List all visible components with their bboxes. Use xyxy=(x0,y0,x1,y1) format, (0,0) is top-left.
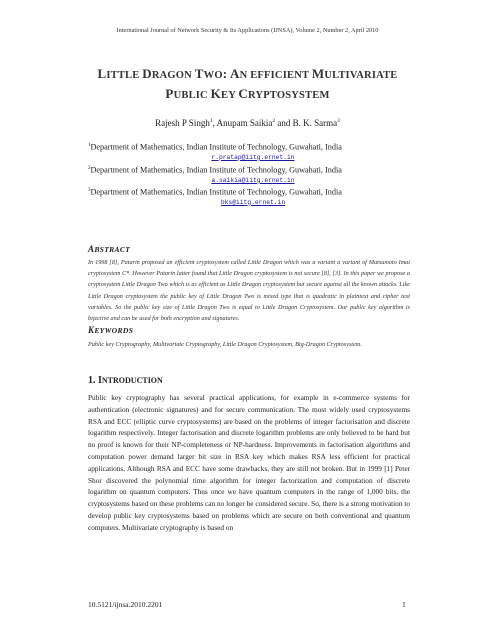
title-line-2: PUBLIC KEY CRYPTOSYSTEM xyxy=(165,86,330,101)
email-link[interactable]: bks@iitg.ernet.in xyxy=(220,198,286,206)
affiliation-3: $^3$Department of Mathematics, Indian Institute of Technology, Guwahati, India bks@iitg.ernet.in xyxy=(88,185,418,207)
paper-title xyxy=(60,65,435,105)
abstract-heading: ABSTRACT xyxy=(88,244,131,254)
title-line-1: LITTLE DRAGON TWO: AN EFFICIENT MULTIVARIATE xyxy=(97,66,398,81)
doi-footer: 10.5121/ijnsa.2010.2201 xyxy=(88,600,163,609)
author-name: Anupam Saikia xyxy=(216,118,273,128)
introduction-heading: 1. INTRODUCTION xyxy=(88,375,163,386)
page-number: 1 xyxy=(402,600,406,609)
author-name: B. K. Sarma xyxy=(292,118,338,128)
affiliation-1: $^1$Department of Mathematics, Indian Institute of Technology, Guwahati, India r.pratap@iitg.ernet.in xyxy=(88,140,418,162)
author-list: Rajesh P Singh$^1$, Anupam Saikia$^2$ and B. K. Sarma$^3$ xyxy=(155,118,340,128)
journal-running-header: International Journal of Network Security & Its Applications (IJNSA), Volume 2, Number 2, April 2010 xyxy=(116,27,379,34)
keywords-text: Public key Cryptography, Multivariate Cryptography, Little Dragon Cryptosystem, Big-Dragon Cryptosystem. xyxy=(88,341,362,348)
keywords-heading: KEYWORDS xyxy=(88,325,134,335)
author-name: Rajesh P Singh xyxy=(155,118,210,128)
email-link[interactable]: a.saikia@iitg.ernet.in xyxy=(211,176,295,184)
introduction-body: Public key cryptography has several practical applications, for example in e-commerce systems for authentication (electronic signatures) and for secure communication. The most widely used cryptosystems RSA and ECC (elliptic curve cryptosystems) are based on the problems of integer factorisation and discrete logarithm respectively. Integer factorisation and discrete logarithm problems are only believed to be hard but no proof is known for their NP-completeness or NP-hardness. Improvements in factorisation algorithms and computation power demand larger bit size in RSA key which makes RSA less efficient for practical applications. Although RSA and ECC have some drawbacks, they are still not broken. But in 1999 [1] Peter Shor discovered the polynomial time algorithm for integer factorization and computation of discrete logarithm on quantum computers. Thus once we have quantum computers in the range of 1,000 bits, the cryptosystems based on these problems can no longer be considered secure. So, there is a strong motivation to develop public key cryptosystems based on problems which are secure on both conventional and quantum computers. Multivariate cryptography is based on xyxy=(88,393,410,532)
affiliation-2: $^2$Department of Mathematics, Indian Institute of Technology, Guwahati, India a.saikia@iitg.ernet.in xyxy=(88,163,418,185)
abstract-text: In 1998 [8], Patarin proposed an efficient cryptosystem called Little Dragon which was a variant a variant of Matsumoto Imai cryptosystem C*. However Patarin latter found that Little Dragon cryptosystem is not secure [8], [3]. In this paper we propose a cryptosystem Little Dragon Two which is as efficient as Little Dragon cryptosystem but secure against all the known attacks. Like Little Dragon cryptosystem the public key of Little Dragon Two is mixed type that is quadratic in plaintext and cipher text variables. So the public key size of Little Dragon Two is equal to Little Dragon Cryptosystem. Our public key algorithm is bijective and can be used for both encryption and signatures. xyxy=(88,259,410,323)
email-link[interactable]: r.pratap@iitg.ernet.in xyxy=(211,153,295,161)
